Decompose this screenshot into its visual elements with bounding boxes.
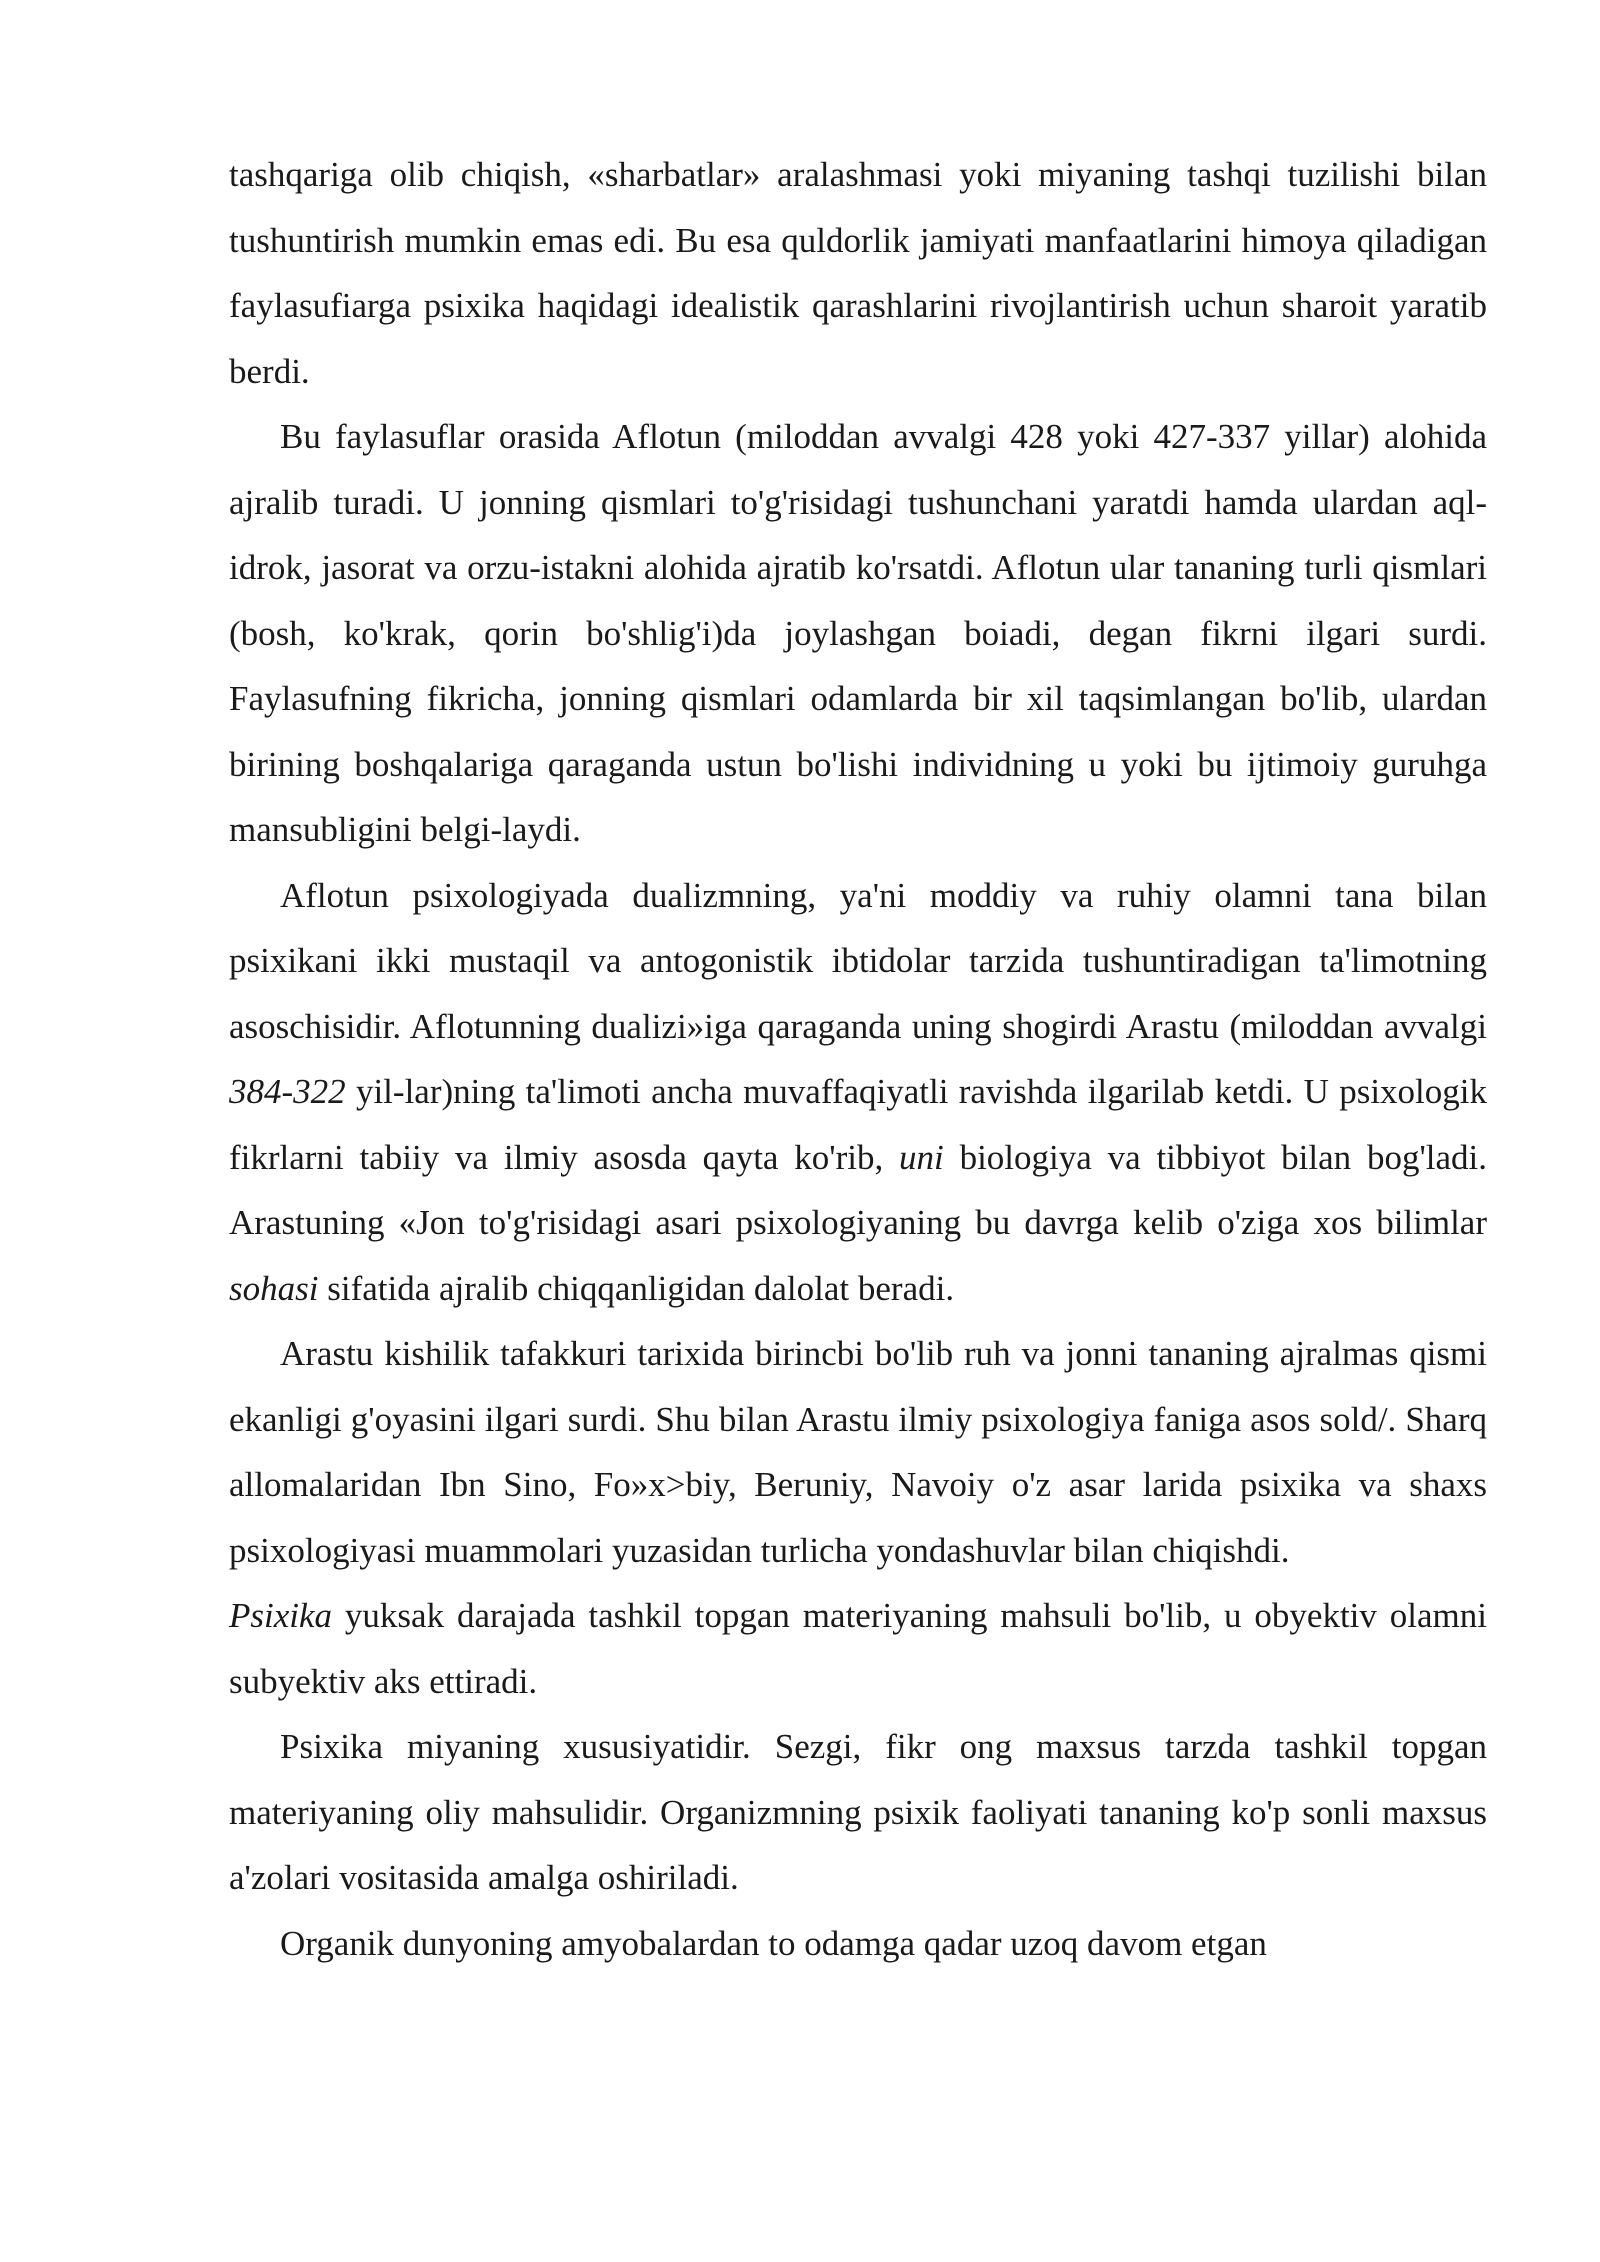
paragraph-3-text-b: yil-lar)ning ta'limoti ancha muvaffaqiyatli ravishda ilgarilab ketdi. U psixologik fikrlarni tabiiy va ilmiy asosda qayta ko'rib,: [229, 1072, 1487, 1177]
paragraph-5-psixika-italic: Psixika: [229, 1596, 333, 1635]
paragraph-4-text: Arastu kishilik tafakkuri tarixida birincbi bo'lib ruh va jonni tananing ajralmas qismi ekanligi g'oyasini ilgari surdi. Shu bilan Arastu ilmiy psixologiya faniga asos sold/. Sharq allomalaridan Ibn Sino, Fo»x>biy, Beruniy, Navoiy o'z asar larida psixika va shaxs psixologiyasi muammolari yuzasidan turlicha yondashuvlar bilan chiqishdi.: [229, 1334, 1487, 1570]
paragraph-7: [229, 1911, 1487, 1977]
paragraph-1: [229, 142, 1487, 404]
paragraph-2: [229, 404, 1487, 863]
paragraph-3-sohasi-italic: sohasi: [229, 1268, 319, 1308]
paragraph-3-uni-italic: uni: [899, 1137, 944, 1177]
paragraph-1-text: tashqariga olib chiqish, «sharbatlar» aralashmasi yoki miyaning tashqi tuzilishi bilan tushuntirish mumkin emas edi. Bu esa quldorlik jamiyati manfaatlarini himoya qiladigan faylasufiarga psixika haqidagi idealistik qarashlarini rivojlantirish uchun sharoit yaratib berdi.: [229, 155, 1487, 391]
document-page: [229, 142, 1487, 1976]
paragraph-5-text: yuksak darajada tashkil topgan materiyaning mahsuli bo'lib, u obyektiv olamni subyektiv aks ettiradi.: [229, 1596, 1487, 1701]
paragraph-3-text-a: Aflotun psixologiyada dualizmning, ya'ni moddiy va ruhiy olamni tana bilan psixikani ikki mustaqil va antogonistik ibtidolar tarzida tushuntiradigan ta'limotning asoschisidir. Aflotunning dualizi»iga qaraganda uning shogirdi Arastu (miloddan avvalgi: [229, 875, 1487, 1046]
paragraph-4: [229, 1321, 1487, 1583]
paragraph-3: [229, 863, 1487, 1322]
paragraph-3-years-italic: 384-322: [229, 1072, 346, 1111]
paragraph-2-text: Bu faylasuflar orasida Aflotun (miloddan avvalgi 428 yoki 427-337 yillar) alohida ajralib turadi. U jonning qismlari to'g'risidagi tushunchani yaratdi hamda ulardan aql-idrok, jasorat va orzu-istakni alohida ajratib ko'rsatdi. Aflotun ular tananing turli qismlari (bosh, ko'krak, qorin bo'shlig'i)da joylashgan boiadi, degan fikrni ilgari surdi. Faylasufning fikricha, jonning qismlari odamlarda bir xil taqsimlangan bo'lib, ulardan birining boshqalariga qaraganda ustun bo'lishi individning u yoki bu ijtimoiy guruhga mansubligini belgi-laydi.: [229, 417, 1487, 849]
paragraph-3-text-d: sifatida ajralib chiqqanligidan dalolat beradi.: [318, 1268, 955, 1308]
paragraph-7-text: Organik dunyoning amyobalardan to odamga qadar uzoq davom etgan: [280, 1923, 1267, 1963]
paragraph-6: [229, 1714, 1487, 1911]
paragraph-3-text-c: biologiya va tibbiyot bilan bog'ladi. Arastuning «Jon to'g'risidagi asari psixologiyaning bu davrga kelib o'ziga xos bilimlar: [229, 1137, 1487, 1242]
paragraph-5: [229, 1583, 1487, 1714]
paragraph-6-text: Psixika miyaning xususiyatidir. Sezgi, fikr ong maxsus tarzda tashkil topgan materiyaning oliy mahsulidir. Organizmning psixik faoliyati tananing ko'p sonli maxsus a'zolari vositasida amalga oshiriladi.: [229, 1727, 1487, 1897]
